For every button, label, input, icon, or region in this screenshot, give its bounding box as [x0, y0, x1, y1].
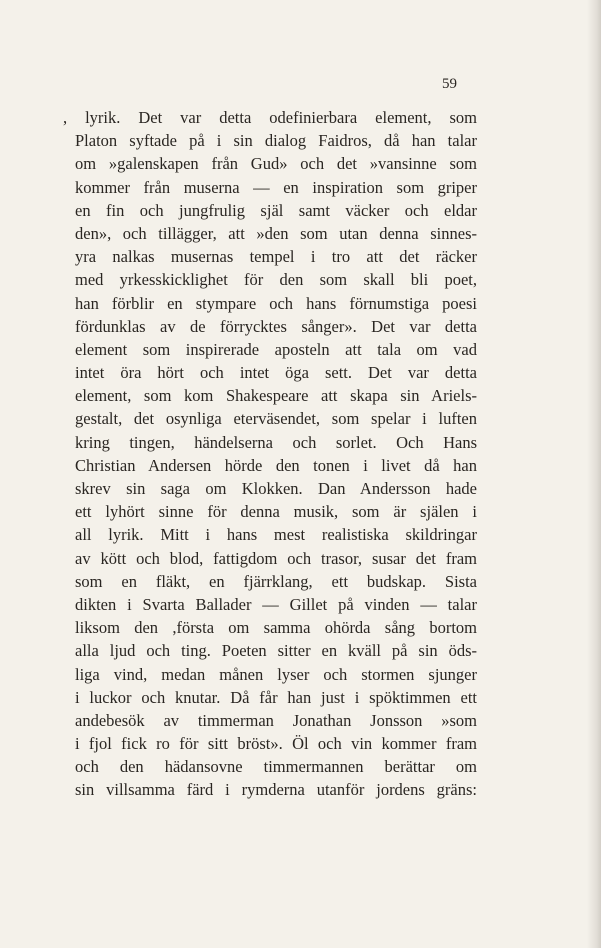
- text-line: av kött och blod, fattigdom och trasor, susar det fram: [75, 548, 477, 568]
- text-line: liksom den ,första om samma ohörda sång bortom: [75, 618, 477, 638]
- text-line: fördunklas av de förrycktes sånger». Det var detta: [75, 316, 477, 336]
- text-line: all lyrik. Mitt i hans mest realistiska skildringar: [75, 525, 477, 545]
- text-line: kommer från muserna — en inspiration som griper: [75, 177, 477, 197]
- text-line: ett lyhört sinne för denna musik, som är själen i: [75, 502, 477, 522]
- text-line: kring tingen, händelserna och sorlet. Och Hans: [75, 432, 477, 452]
- text-line: andebesök av timmerman Jonathan Jonsson »som: [75, 710, 477, 730]
- text-line: element som inspirerade aposteln att tala om vad: [75, 339, 477, 359]
- text-line: med yrkesskicklighet för den som skall bli poet,: [75, 270, 477, 290]
- text-line: , lyrik. Det var detta odefinierbara element, som: [63, 108, 477, 127]
- body-text: [63, 106, 477, 802]
- text-line: om »galenskapen från Gud» och det »vansinne som: [75, 154, 477, 174]
- text-line: skrev sin saga om Klokken. Dan Andersson hade: [75, 479, 477, 498]
- text-line: sin villsamma färd i rymderna utanför jordens gräns:: [75, 780, 477, 800]
- text-line: den», och tillägger, att »den som utan denna sinnes-: [75, 223, 477, 243]
- page-edge-shadow: [587, 0, 601, 948]
- text-line: gestalt, det osynliga eterväsendet, som spelar i luften: [75, 409, 477, 429]
- text-line: element, som kom Shakespeare att skapa sin Ariels-: [75, 386, 477, 406]
- text-line: i luckor och knutar. Då får han just i spöktimmen ett: [75, 687, 477, 707]
- text-line: liga vind, medan månen lyser och stormen sjunger: [75, 664, 477, 684]
- text-line: en fin och jungfrulig själ samt väcker och eldar: [75, 200, 477, 220]
- text-line: alla ljud och ting. Poeten sitter en kväll på sin öds-: [75, 641, 477, 661]
- text-line: yra nalkas musernas tempel i tro att det räcker: [75, 247, 477, 267]
- text-line: och den hädansovne timmermannen berättar om: [75, 757, 477, 777]
- page-number: 59: [442, 76, 457, 92]
- text-line: som en fläkt, en fjärrklang, ett budskap. Sista: [75, 571, 477, 591]
- text-line: dikten i Svarta Ballader — Gillet på vinden — talar: [75, 594, 477, 614]
- text-line: intet öra hört och intet öga sett. Det var detta: [75, 363, 477, 383]
- text-line: Christian Andersen hörde den tonen i livet då han: [75, 455, 477, 475]
- text-line: i fjol fick ro för sitt bröst». Öl och vin kommer fram: [75, 734, 477, 754]
- text-line: han förblir en stympare och hans förnumstiga poesi: [75, 293, 477, 313]
- text-line: Platon syftade på i sin dialog Faidros, då han talar: [75, 131, 477, 151]
